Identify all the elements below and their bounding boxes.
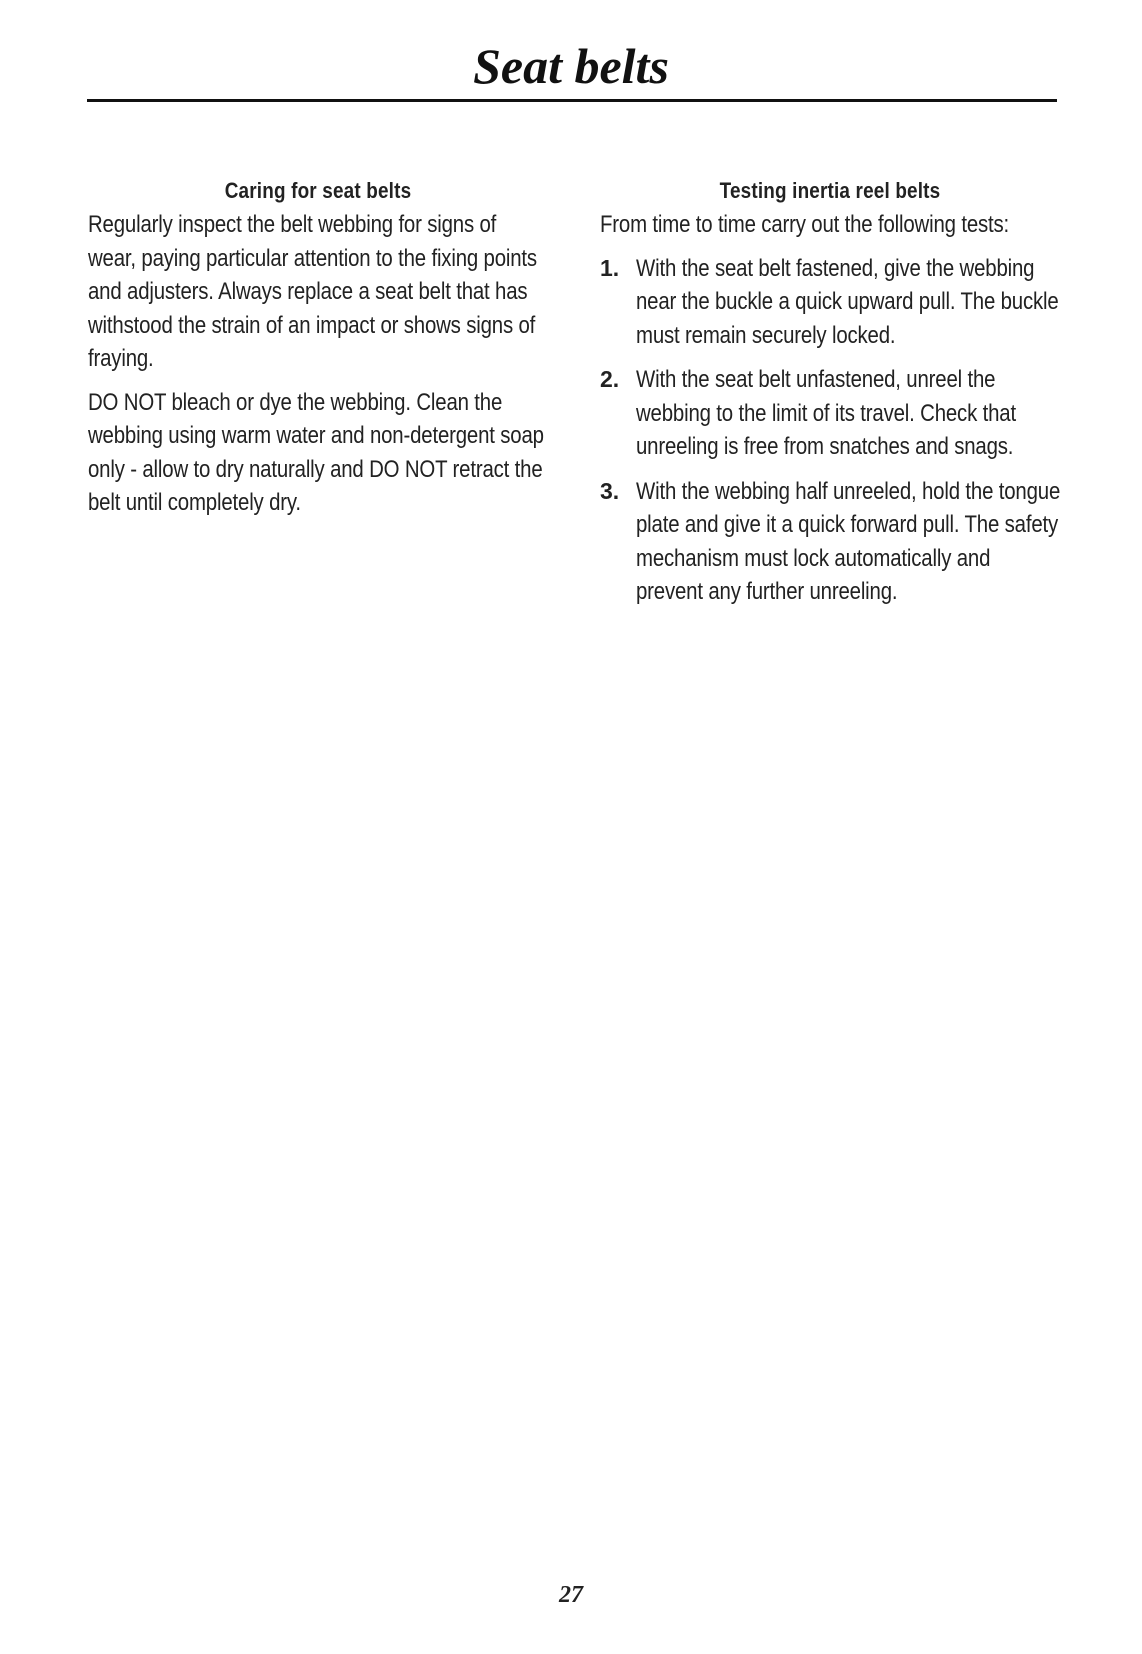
list-item — [600, 475, 1060, 609]
test-steps-list — [600, 252, 1060, 609]
step-number: 2. — [600, 366, 620, 392]
paragraph-cleaning — [88, 386, 548, 520]
right-column — [600, 174, 1060, 620]
step-text: With the seat belt fastened, give the webbing near the buckle a quick upward pull. The buckle must remain securely locked. — [636, 254, 1059, 349]
step-number: 3. — [600, 477, 620, 504]
list-item — [600, 252, 1060, 353]
paragraph-cleaning-text: DO NOT bleach or dye the webbing. Clean the webbing using warm water and non-detergent soap only - allow to dry naturally and DO NOT retract the belt until completely dry. — [88, 388, 544, 516]
list-item — [600, 363, 1060, 464]
section-heading-caring: Caring for seat belts — [224, 178, 412, 203]
step-number: 1. — [600, 254, 620, 281]
title-divider — [87, 99, 1057, 102]
step-text: With the seat belt unfastened, unreel the webbing to the limit of its travel. Check that unreeling is free from snatches and snags. — [636, 366, 1016, 460]
left-column — [88, 174, 548, 530]
paragraph-intro-text: From time to time carry out the following tests: — [600, 211, 1010, 238]
paragraph-inspect — [88, 208, 548, 376]
page-title: Seat belts — [473, 38, 669, 94]
paragraph-inspect-text: Regularly inspect the belt webbing for signs of wear, paying particular attention to the fixing points and adjusters. Always replace a seat belt that has withstood the strain of an impact or shows signs of fraying. — [88, 211, 537, 372]
paragraph-intro — [600, 208, 1060, 242]
step-text: With the webbing half unreeled, hold the tongue plate and give it a quick forward pull. The safety mechanism must lock automatically and prevent any further unreeling. — [636, 477, 1061, 605]
section-heading-testing: Testing inertia reel belts — [719, 178, 941, 203]
page-number: 27 — [559, 1582, 583, 1608]
